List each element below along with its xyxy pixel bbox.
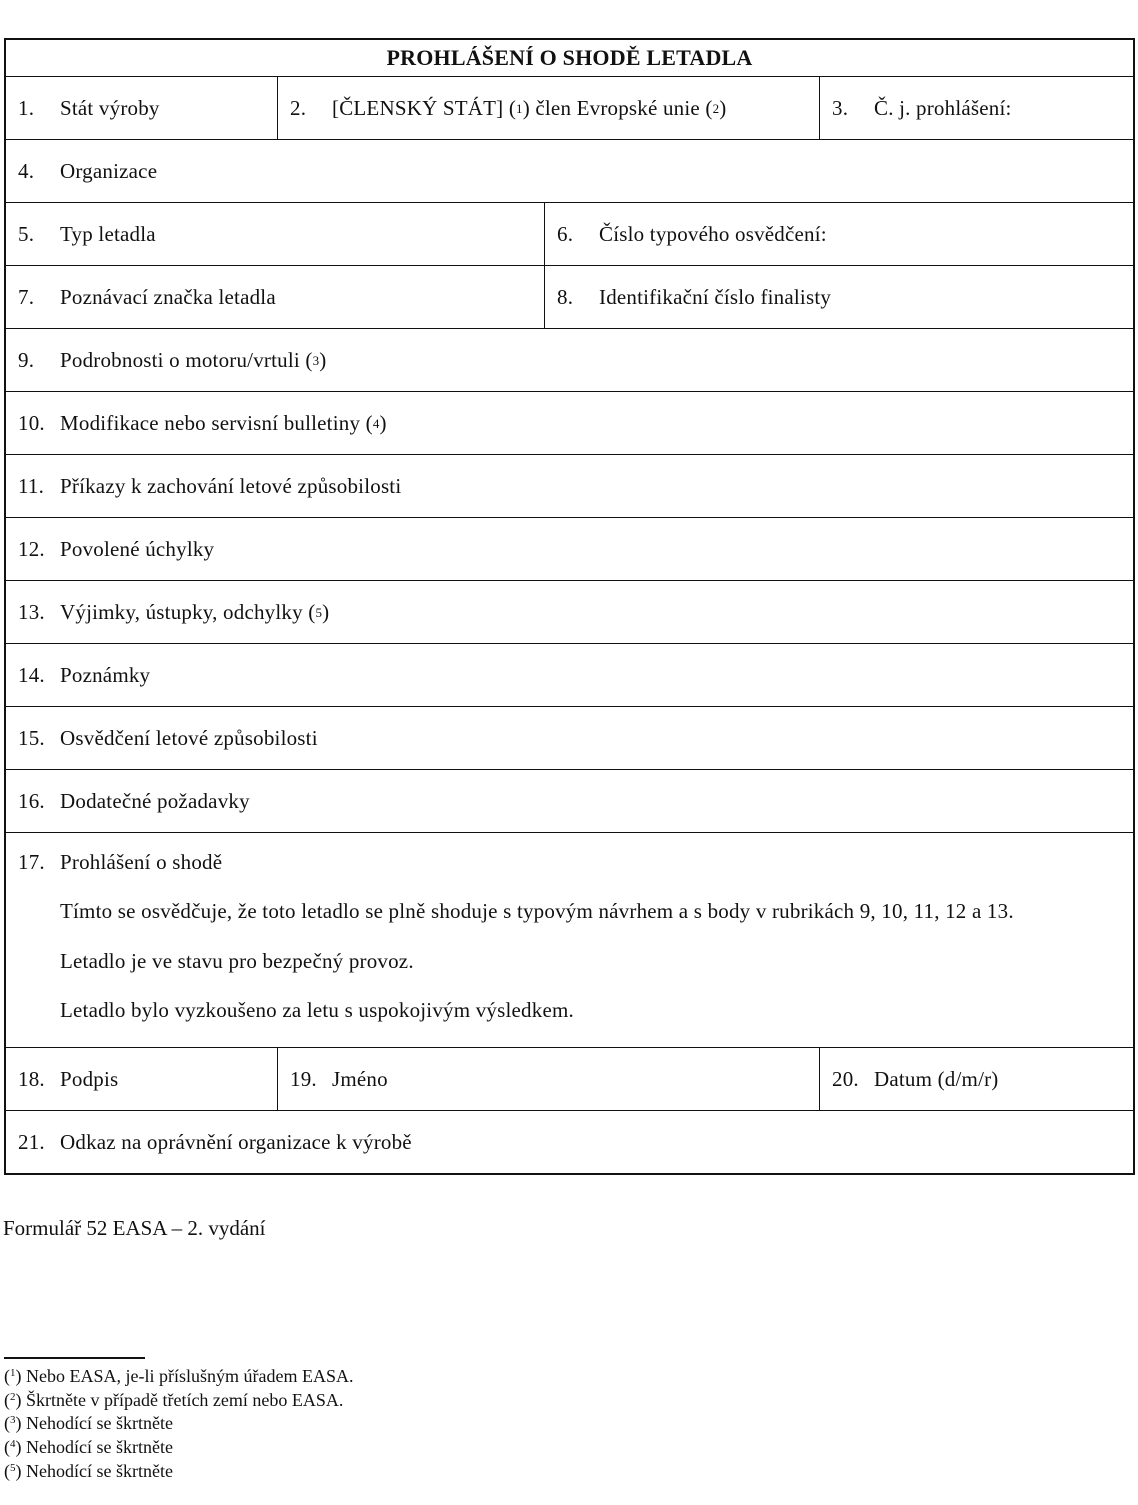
field-17-heading: 17. Prohlášení o shodě — [18, 850, 223, 874]
field-17-text-safe-operation: Letadlo je ve stavu pro bezpečný provoz. — [60, 948, 414, 973]
field-17-statement-of-conformity — [6, 833, 1133, 1047]
field-7-registration: 7. Poznávací značka letadla — [18, 285, 276, 309]
field-1-state-of-manufacture: 1. Stát výroby — [18, 96, 160, 120]
field-17-text-flight-tested: Letadlo bylo vyzkoušeno za letu s uspokojivým výsledkem. — [60, 997, 574, 1022]
field-12-concessions: 12. Povolené úchylky — [18, 537, 215, 561]
field-9-engine-propeller: 9. Podrobnosti o motoru/vrtuli ( 3 ) — [18, 348, 327, 372]
field-15-airworthiness-certificate: 15. Osvědčení letové způsobilosti — [18, 726, 318, 750]
field-14-remarks: 14. Poznámky — [18, 663, 151, 687]
footnotes — [4, 1365, 353, 1484]
field-19-name: 19. Jméno — [277, 1048, 819, 1111]
field-17-text-conformity: Tímto se osvědčuje, že toto letadlo se plně shoduje s typovým návrhem a s body v rubrikách 9, 10, 11, 12 a 13. — [60, 899, 1014, 924]
footnote-1: ($^1$) Nebo EASA, je-li příslušným úřadem EASA. — [4, 1366, 354, 1386]
field-20-date: 20. Datum (d/m/r) — [819, 1048, 1133, 1111]
field-21-production-approval-ref: 21. Odkaz na oprávnění organizace k výrobě — [18, 1130, 412, 1154]
footnote-divider — [4, 1357, 145, 1359]
footnote-3: ($^3$) Nehodící se škrtněte — [4, 1413, 173, 1434]
field-13-exemptions: 13. Výjimky, ústupky, odchylky ( 5 ) — [18, 600, 330, 624]
field-3-statement-ref: 3. Č. j. prohlášení: — [819, 77, 1133, 140]
field-8-manufacturer-id: 8. Identifikační číslo finalisty — [544, 266, 1133, 329]
form-title: PROHLÁŠENÍ O SHODĚ LETADLA — [386, 45, 753, 70]
field-6-type-certificate: 6. Číslo typového osvědčení: — [544, 203, 1133, 266]
field-10-modifications: 10. Modifikace nebo servisní bulletiny ( 4 ) — [18, 411, 387, 435]
field-4-organisation: 4. Organizace — [18, 159, 158, 183]
field-16-additional-requirements: 16. Dodatečné požadavky — [18, 789, 250, 813]
declaration-form — [4, 38, 1135, 1175]
footnote-2: ($^2$) Škrtněte v případě třetích zemí nebo EASA. — [4, 1389, 344, 1410]
field-18-signature: 18. Podpis — [18, 1067, 119, 1091]
field-2-member-state: 2. [ČLENSKÝ STÁT] ( 1 ) člen Evropské unie ( 2 ) — [277, 77, 819, 140]
field-11-airworthiness-directives: 11. Příkazy k zachování letové způsobilosti — [18, 474, 402, 498]
form-number: Formulář 52 EASA – 2. vydání — [3, 1216, 266, 1240]
footnote-5: ($^5$) Nehodící se škrtněte — [4, 1460, 173, 1481]
footnote-4: ($^4$) Nehodící se škrtněte — [4, 1437, 173, 1458]
field-5-aircraft-type: 5. Typ letadla — [18, 222, 156, 246]
